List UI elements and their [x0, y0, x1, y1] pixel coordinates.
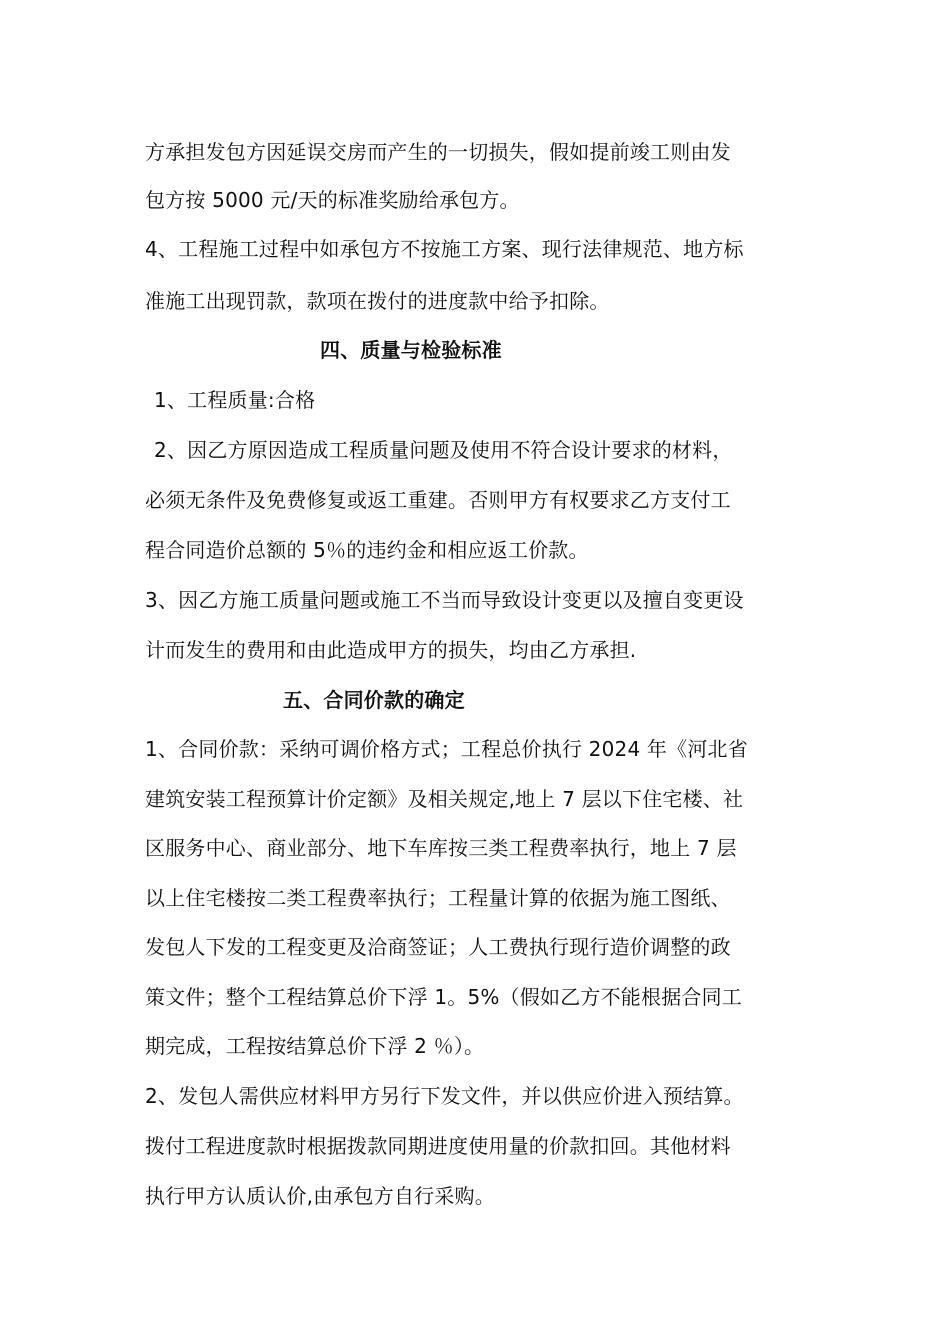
paragraph-line: 准施工出现罚款，款项在拨付的进度款中给予扣除。	[145, 289, 610, 313]
paragraph-line: 发包人下发的工程变更及洽商签证；人工费执行现行造价调整的政	[145, 935, 731, 959]
paragraph-line: 以上住宅楼按二类工程费率执行；工程量计算的依据为施工图纸、	[145, 886, 731, 910]
paragraph-line: 方承担发包方因延误交房而产生的一切损失，假如提前竣工则由发	[145, 140, 731, 164]
paragraph-line: 1、工程质量:合格	[154, 388, 316, 412]
paragraph-line: 期完成，工程按结算总价下浮 2 ％）。	[145, 1034, 485, 1058]
paragraph-line: 程合同造价总额的 5％的违约金和相应返工价款。	[145, 538, 589, 562]
paragraph-line: 建筑安装工程预算计价定额》及相关规定,地上 7 层以下住宅楼、社	[145, 787, 744, 811]
paragraph-line: 必须无条件及免费修复或返工重建。否则甲方有权要求乙方支付工	[145, 488, 731, 512]
paragraph-line: 计而发生的费用和由此造成甲方的损失，均由乙方承担.	[145, 638, 637, 662]
paragraph-line: 拨付工程进度款时根据拨款同期进度使用量的价款扣回。其他材料	[145, 1134, 731, 1158]
paragraph-line: 区服务中心、商业部分、地下车库按三类工程费率执行，地上 7 层	[145, 836, 737, 860]
section-heading-quality: 四、质量与检验标准	[320, 338, 502, 362]
paragraph-line: 1、合同价款：采纳可调价格方式；工程总价执行 2024 年《河北省	[145, 737, 748, 761]
paragraph-line: 包方按 5000 元/天的标准奖励给承包方。	[145, 188, 520, 212]
paragraph-line: 2、发包人需供应材料甲方另行下发文件，并以供应价进入预结算。	[145, 1084, 744, 1108]
paragraph-line: 3、因乙方施工质量问题或施工不当而导致设计变更以及擅自变更设	[145, 588, 744, 612]
section-heading-contract-price: 五、合同价款的确定	[283, 688, 465, 712]
paragraph-line: 4、工程施工过程中如承包方不按施工方案、现行法律规范、地方标	[145, 237, 744, 261]
paragraph-line: 执行甲方认质认价,由承包方自行采购。	[145, 1184, 495, 1208]
paragraph-line: 2、因乙方原因造成工程质量问题及使用不符合设计要求的材料，	[154, 438, 733, 462]
paragraph-line: 策文件；整个工程结算总价下浮 1。5%（假如乙方不能根据合同工	[145, 985, 743, 1009]
